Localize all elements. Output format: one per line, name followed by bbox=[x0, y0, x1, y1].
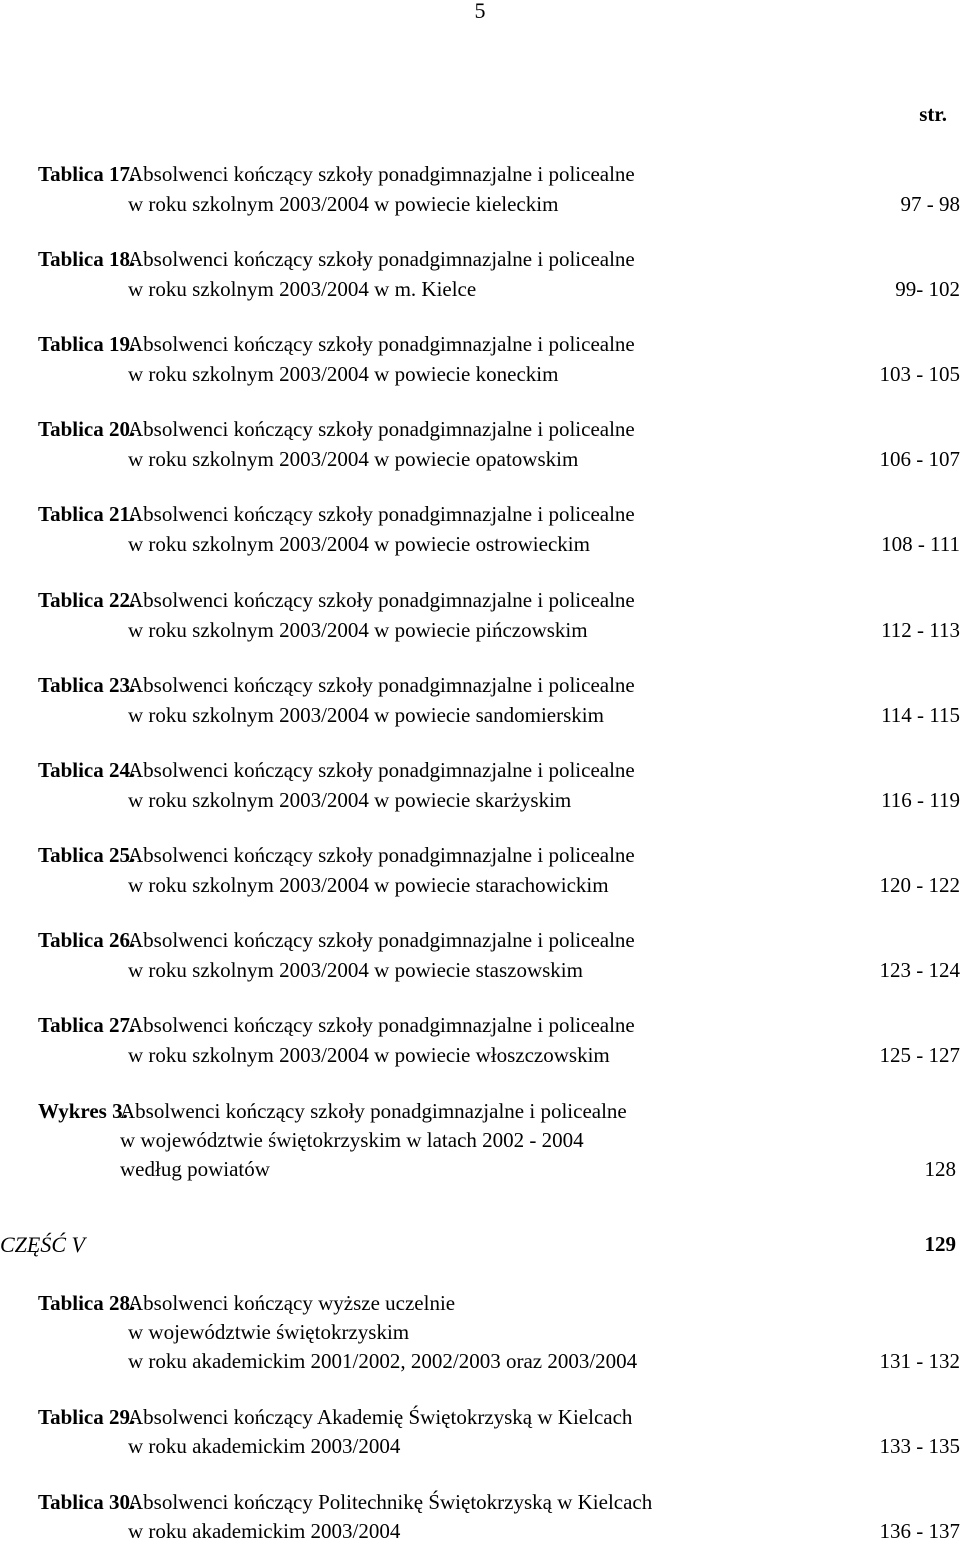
toc-entry bbox=[38, 1289, 960, 1376]
toc-entry-label: Tablica 27. bbox=[38, 1011, 135, 1040]
toc-entry-label: Tablica 21. bbox=[38, 500, 135, 529]
toc-entry-title-line: w roku szkolnym 2003/2004 w powiecie włoszczowskim bbox=[128, 1041, 610, 1070]
toc-entry-title-line: Absolwenci kończący szkoły ponadgimnazjalne i policealne bbox=[128, 245, 635, 274]
toc-entry-label: Tablica 23. bbox=[38, 671, 135, 700]
toc-entry-title-line: Absolwenci kończący szkoły ponadgimnazjalne i policealne bbox=[128, 500, 635, 529]
toc-entry-label: Tablica 29. bbox=[38, 1403, 135, 1432]
toc-entry-title-line: Absolwenci kończący szkoły ponadgimnazjalne i policealne bbox=[128, 415, 635, 444]
toc-entry-title-line: Absolwenci kończący szkoły ponadgimnazjalne i policealne bbox=[128, 160, 635, 189]
toc-entry-title-line: Absolwenci kończący szkoły ponadgimnazjalne i policealne bbox=[128, 756, 635, 785]
page-column-header: str. bbox=[919, 100, 947, 129]
toc-entry-label: Tablica 17. bbox=[38, 160, 135, 189]
toc-entry-pages: 133 - 135 bbox=[880, 1432, 960, 1461]
toc-entry-title-line: w roku szkolnym 2003/2004 w powiecie opatowskim bbox=[128, 445, 578, 474]
toc-entry-pages: 108 - 111 bbox=[881, 530, 960, 559]
toc-entry-title-line: w roku szkolnym 2003/2004 w powiecie staszowskim bbox=[128, 956, 583, 985]
toc-entry-title-line: w roku szkolnym 2003/2004 w powiecie sandomierskim bbox=[128, 701, 604, 730]
toc-entry-title-line: Absolwenci kończący Politechnikę Świętokrzyską w Kielcach bbox=[128, 1488, 652, 1517]
toc-entry-pages: 106 - 107 bbox=[880, 445, 960, 474]
toc-entry bbox=[38, 671, 960, 731]
toc-entry-title-line: w roku akademickim 2003/2004 bbox=[128, 1432, 400, 1461]
toc-entry-title-line: Absolwenci kończący szkoły ponadgimnazjalne i policealne bbox=[128, 330, 635, 359]
toc-entry-title-line: w województwie świętokrzyskim w latach 2002 - 2004 bbox=[120, 1126, 584, 1155]
toc-entry-pages: 128 bbox=[925, 1155, 957, 1184]
toc-entry bbox=[38, 926, 960, 986]
toc-entry bbox=[38, 1011, 960, 1071]
toc-entry-title-line: w roku szkolnym 2003/2004 w powiecie pińczowskim bbox=[128, 616, 588, 645]
toc-entry-label: Tablica 28. bbox=[38, 1289, 135, 1318]
toc-entry-title-line: w roku akademickim 2003/2004 bbox=[128, 1517, 400, 1546]
part-heading: CZĘŚĆ V bbox=[0, 1230, 85, 1259]
toc-entry-label: Tablica 20. bbox=[38, 415, 135, 444]
toc-entry-title-line: w roku szkolnym 2003/2004 w powiecie kieleckim bbox=[128, 190, 558, 219]
toc-entry-label: Tablica 22. bbox=[38, 586, 135, 615]
toc-entry-pages: 116 - 119 bbox=[881, 786, 960, 815]
toc-entry-pages: 136 - 137 bbox=[880, 1517, 960, 1546]
toc-entry-title-line: według powiatów bbox=[120, 1155, 270, 1184]
page-number: 5 bbox=[0, 0, 960, 25]
toc-entry-title-line: Absolwenci kończący wyższe uczelnie bbox=[128, 1289, 455, 1318]
part-page-number: 129 bbox=[925, 1230, 957, 1259]
toc-entry-pages: 120 - 122 bbox=[880, 871, 960, 900]
toc-entry-title-line: Absolwenci kończący szkoły ponadgimnazjalne i policealne bbox=[128, 1011, 635, 1040]
toc-entry-title-line: w województwie świętokrzyskim bbox=[128, 1318, 409, 1347]
toc-entry-title-line: Absolwenci kończący szkoły ponadgimnazjalne i policealne bbox=[128, 671, 635, 700]
toc-entry-title-line: w roku akademickim 2001/2002, 2002/2003 oraz 2003/2004 bbox=[128, 1347, 637, 1376]
toc-entry-label: Tablica 30. bbox=[38, 1488, 135, 1517]
toc-entry bbox=[38, 1488, 960, 1546]
toc-entry bbox=[38, 500, 960, 560]
toc-entry-title-line: w roku szkolnym 2003/2004 w m. Kielce bbox=[128, 275, 476, 304]
toc-entry bbox=[38, 586, 960, 646]
toc-entry-pages: 125 - 127 bbox=[880, 1041, 960, 1070]
toc-entry-label: Tablica 18. bbox=[38, 245, 135, 274]
toc-entry-title-line: Absolwenci kończący szkoły ponadgimnazjalne i policealne bbox=[128, 586, 635, 615]
toc-entry-pages: 112 - 113 bbox=[881, 616, 960, 645]
toc-entry-title-line: w roku szkolnym 2003/2004 w powiecie koneckim bbox=[128, 360, 558, 389]
toc-entry-label: Tablica 19. bbox=[38, 330, 135, 359]
toc-entry bbox=[38, 245, 960, 305]
toc-entry-title-line: Absolwenci kończący szkoły ponadgimnazjalne i policealne bbox=[120, 1097, 627, 1126]
toc-entry-title-line: w roku szkolnym 2003/2004 w powiecie starachowickim bbox=[128, 871, 609, 900]
toc-entry bbox=[38, 1403, 960, 1461]
toc-entry-pages: 131 - 132 bbox=[880, 1347, 960, 1376]
toc-entry-title-line: Absolwenci kończący szkoły ponadgimnazjalne i policealne bbox=[128, 841, 635, 870]
toc-entry bbox=[38, 160, 960, 220]
toc-entry-pages: 103 - 105 bbox=[880, 360, 960, 389]
toc-entry-pages: 97 - 98 bbox=[901, 190, 960, 219]
toc-entry bbox=[38, 330, 960, 390]
toc-entry-label: Tablica 25. bbox=[38, 841, 135, 870]
toc-entry-label: Wykres 3. bbox=[38, 1097, 128, 1126]
toc-entry-title-line: w roku szkolnym 2003/2004 w powiecie skarżyskim bbox=[128, 786, 571, 815]
toc-entry-title-line: w roku szkolnym 2003/2004 w powiecie ostrowieckim bbox=[128, 530, 590, 559]
toc-entry bbox=[38, 415, 960, 475]
toc-entry bbox=[38, 756, 960, 816]
toc-entry-title-line: Absolwenci kończący Akademię Świętokrzyską w Kielcach bbox=[128, 1403, 632, 1432]
toc-entry bbox=[38, 841, 960, 901]
toc-entry-pages: 114 - 115 bbox=[881, 701, 960, 730]
toc-entry-label: Tablica 26. bbox=[38, 926, 135, 955]
toc-entry-title-line: Absolwenci kończący szkoły ponadgimnazjalne i policealne bbox=[128, 926, 635, 955]
toc-entry-pages: 99- 102 bbox=[895, 275, 960, 304]
toc-entry-pages: 123 - 124 bbox=[880, 956, 960, 985]
toc-entry bbox=[38, 1097, 960, 1184]
toc-entry-label: Tablica 24. bbox=[38, 756, 135, 785]
